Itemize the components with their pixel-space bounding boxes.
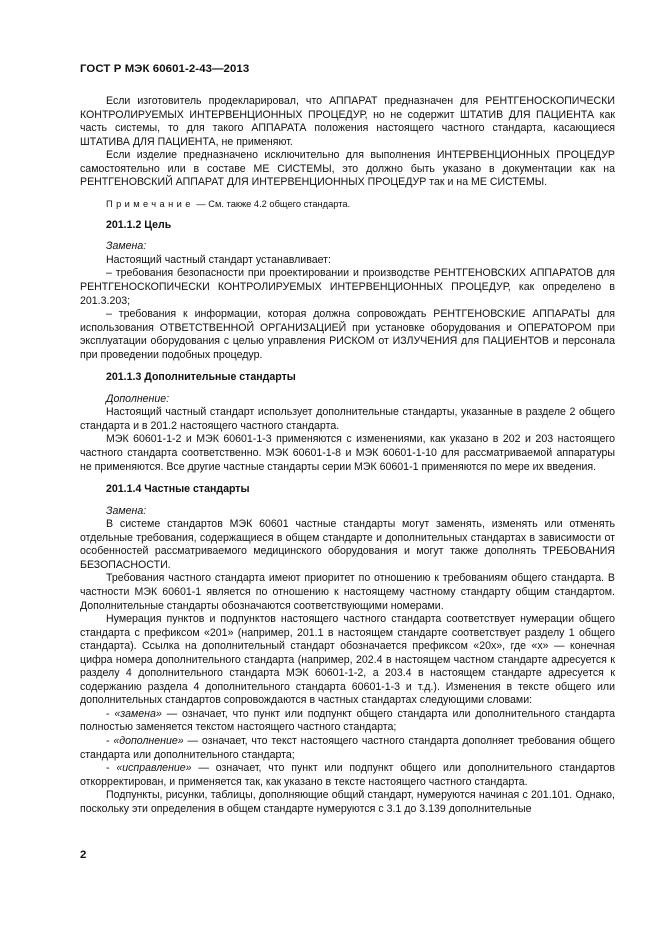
section-paragraph: Настоящий частный стандарт устанавливает:	[106, 253, 331, 266]
list-item-text: — означает, что пункт или подпункт общего стандарта или дополнительного стандарта полностью заменяется текстом настоящего частного стандарта;	[80, 707, 615, 734]
list-item-text: — означает, что текст настоящего частного стандарта дополняет требования общего стандарта или дополнительного стандарта;	[80, 734, 615, 761]
intro-paragraph-2: Если изделие предназначено исключительно для выполнения ИНТЕРВЕНЦИОННЫХ ПРОЦЕДУР самостоятельно или в составе МЕ СИСТЕМЫ, это должно быть указано в документации как на РЕНТГЕНОВСКИЙ АППАРАТ ДЛЯ ИНТЕРВЕНЦИОННЫХ ПРОЦЕДУР так и на МЕ СИСТЕМЫ.	[80, 149, 615, 189]
list-item	[80, 762, 615, 789]
section-label-addition: Дополнение:	[106, 392, 170, 405]
term-correction: «исправление»	[116, 762, 192, 775]
section-paragraph: МЭК 60601-1-2 и МЭК 60601-1-3 применяются с изменениями, как указано в 202 и 203 настоящего частного стандарта соответственно. МЭК 60601-1-8 и МЭК 60601-1-10 для рассматриваемой аппаратуры не применяются. Все другие частные стандарты серии МЭК 60601-1 применяются по мере их введения.	[80, 433, 615, 473]
list-item: – требования к информации, которая должна сопровождать РЕНТГЕНОВСКИЕ АППАРАТЫ для использования ОТВЕТСТВЕННОЙ ОРГАНИЗАЦИЕЙ при установке оборудования и ОПЕРАТОРОМ при эксплуатации оборудования с целью управления РИСКОМ от ИЗЛУЧЕНИЯ для ПАЦИЕНТОВ и персонала при проведении подобных процедур.	[80, 308, 615, 361]
page-number: 2	[80, 849, 87, 861]
term-replacement: «замена»	[114, 707, 162, 720]
section-paragraph: Подпункты, рисунки, таблицы, дополняющие общий стандарт, нумеруются начиная с 201.101. Однако, поскольку эти определения в общем стандарте нумеруются с 3.1 до 3.139 дополнительные	[80, 789, 615, 815]
note	[80, 198, 615, 210]
term-addition: «дополнение»	[113, 734, 184, 747]
note-label: Примечание	[106, 198, 194, 209]
section-heading-201-1-3: 201.1.3 Дополнительные стандарты	[106, 371, 296, 384]
list-item	[80, 735, 615, 762]
section-heading-201-1-2: 201.1.2 Цель	[106, 218, 172, 231]
document-page	[80, 62, 615, 816]
intro-paragraph-1: Если изготовитель продекларировал, что АППАРАТ предназначен для РЕНТГЕНОСКОПИЧЕСКИ КОНТРОЛИРУЕМЫХ ИНТЕРВЕНЦИОННЫХ ПРОЦЕДУР, но не содержит ШТАТИВ ДЛЯ ПАЦИЕНТА как часть системы, то для такого АППАРАТА положения настоящего частного стандарта, касающиеся ШТАТИВА ДЛЯ ПАЦИЕНТА, не применяют.	[80, 95, 615, 148]
list-dash: -	[106, 707, 115, 720]
note-text: — См. также 4.2 общего стандарта.	[193, 198, 351, 209]
section-label-replacement: Замена:	[106, 240, 147, 253]
list-dash: -	[106, 734, 114, 747]
section-label-replacement: Замена:	[106, 504, 147, 517]
section-paragraph: В системе стандартов МЭК 60601 частные стандарты могут заменять, изменять или отменять отдельные требования, содержащиеся в общем стандарте и дополнительных стандартах в зависимости от особенностей рассматриваемого медицинского оборудования и могут также дополнять ТРЕБОВАНИЯ БЕЗОПАСНОСТИ.	[80, 518, 615, 571]
section-heading-201-1-4: 201.1.4 Частные стандарты	[106, 483, 250, 496]
list-item	[80, 708, 615, 735]
section-paragraph: Требования частного стандарта имеют приоритет по отношению к требованиям общего стандарта. В частности МЭК 60601-1 является по отношению к настоящему частному стандарту общим стандартом. Дополнительные стандарты обозначаются соответствующими номерами.	[80, 572, 615, 612]
document-header: ГОСТ Р МЭК 60601-2-43—2013	[80, 63, 250, 75]
list-item: – требования безопасности при проектировании и производстве РЕНТГЕНОВСКИХ АППАРАТОВ для РЕНТГЕНОСКОПИЧЕСКИ КОНТРОЛИРУЕМЫХ ИНТЕРВЕНЦИОННЫХ ПРОЦЕДУР, как определено в 201.3.203;	[80, 267, 615, 307]
section-paragraph: Настоящий частный стандарт использует дополнительные стандарты, указанные в разделе 2 общего стандарта и в 201.2 настоящего частного стандарта.	[80, 406, 615, 432]
list-item-text: — означает, что пункт или подпункт общего или дополнительного стандартов откорректирован, и применяется так, как указано в тексте настоящего частного стандарта.	[80, 762, 615, 788]
list-dash: -	[106, 762, 117, 775]
section-paragraph: Нумерация пунктов и подпунктов настоящего частного стандарта соответствует нумерации общего стандарта с префиксом «201» (например, 201.1 в настоящем стандарте соответствует разделу 1 общего стандарта). Ссылка на дополнительный стандарт обозначается префиксом «20x», где «x» — конечная цифра номера дополнительного стандарта (например, 202.4 в настоящем частном стандарте адресуется к разделу 4 дополнительного стандарта МЭК 60601-1-2, а 203.4 в настоящем стандарте адресуется к содержанию раздела 4 дополнительного стандарта 60601-1-3 и т.д.). Изменения в тексте общего или дополнительных стандартов сопровождаются в частных стандартах следующими словами:	[80, 613, 615, 707]
